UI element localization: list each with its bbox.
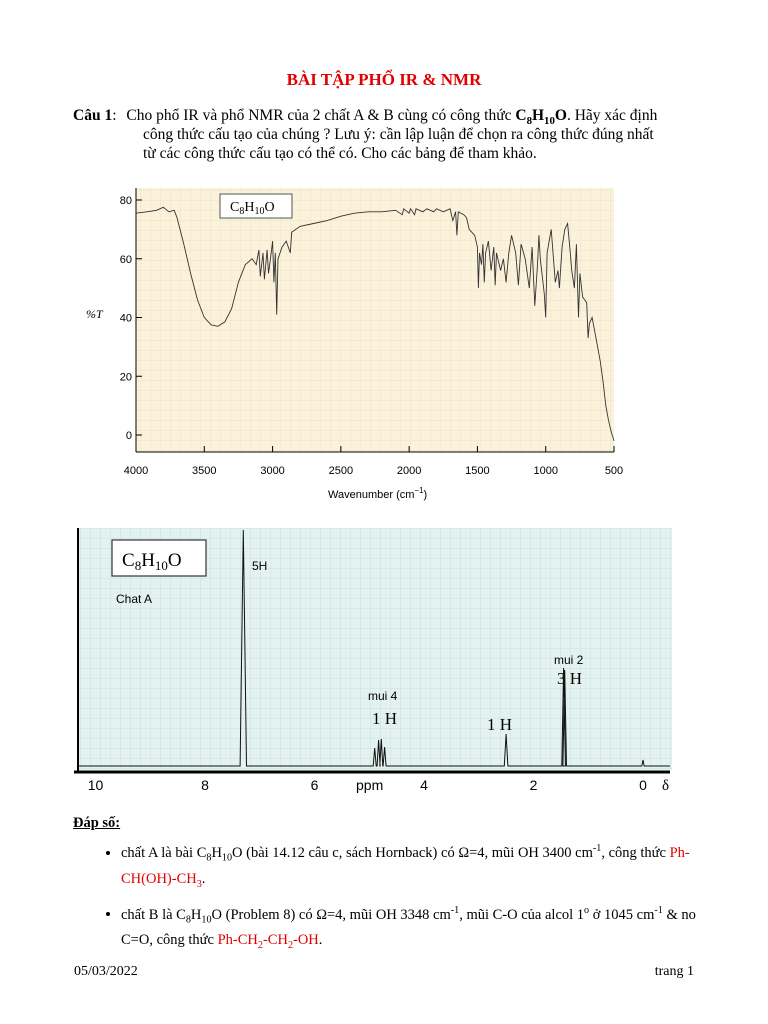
ir-x-tick-label: 2500: [328, 465, 354, 477]
nmr-x-tick-label: 0: [639, 777, 647, 793]
answers-section: [73, 813, 713, 962]
svg-text:C8H10O: $C_8H_{10}O$: [122, 550, 182, 573]
footer-page-number: trang 1: [654, 964, 694, 979]
question-after-formula: . Hãy xác định: [566, 107, 658, 124]
answer-b: • chất B là $C_8H_{10}O$ (Problem 8) có Ω=4, mũi OH 3348 $cm^{-1}$, mũi C-O của alcol 1$^o$ ở 1045 $cm^{-1}$ & no C=O, công thức $Ph-CH_2-CH_2-OH$.: [121, 901, 713, 957]
nmr-x-tick-label: 2: [529, 777, 538, 793]
nmr-sample-label: Chat A: [116, 592, 153, 606]
ir-x-tick-label: 4000: [123, 465, 149, 477]
ir-y-tick-label: 60: [119, 253, 132, 266]
peak-label-mui2: mui 2: [554, 653, 584, 667]
ir-y-tick-label: 80: [119, 195, 132, 207]
answer-a: • chất A là bài $C_8H_{10}O$ (bài 14.12 câu c, sách Hornback) có Ω=4, mũi OH 3400 $cm^{-1}$, công thức $Ph-CH(OH)-CH_3$.: [121, 839, 713, 895]
ir-y-axis-label: %T: [86, 307, 103, 321]
peak-label-1h-b: 1 H: [487, 715, 513, 734]
nmr-spectrum-chart: [70, 528, 700, 800]
question-line-3: từ các công thức cấu tạo có thể có. Cho các bảng để tham khảo.: [143, 145, 537, 162]
question-formula: $C_8H_{10}O$: [515, 107, 567, 128]
answer-a-formula: $Ph-CH(OH)-CH_3$: [121, 844, 690, 890]
nmr-x-tick-label: 8: [201, 777, 209, 793]
answer-b-formula: $Ph-CH_2-CH_2-OH$: [217, 932, 319, 952]
question-colon: :: [112, 107, 117, 124]
ir-x-tick-label: 1500: [465, 465, 490, 477]
ir-x-axis-label: Wavenumber $(cm^{-1})$: [328, 486, 428, 501]
ir-x-tick-label: 2000: [396, 465, 422, 477]
answers-list: [73, 839, 713, 956]
ir-x-tick-label: 1000: [533, 465, 558, 477]
ir-y-tick-label: 40: [119, 312, 132, 325]
peak-label-5h: 5H: [252, 559, 268, 573]
ir-formula-box: [220, 194, 292, 218]
nmr-formula-box: [112, 540, 206, 576]
nmr-x-tick-label: 4: [420, 777, 428, 793]
question-label: Câu 1: [73, 107, 113, 124]
nmr-x-tick-label: 10: [87, 777, 104, 793]
question-line-2: công thức cấu tạo của chúng ? Lưu ý: cần lập luận để chọn ra công thức đúng nhất: [143, 126, 654, 143]
footer-date: 05/03/2022: [74, 964, 138, 979]
ir-x-tick-label: 500: [604, 465, 624, 477]
peak-label-mui4: mui 4: [368, 689, 398, 703]
svg-text:C8H10O: $C_8H_{10}O$: [230, 200, 275, 217]
question-intro: Cho phổ IR và phổ NMR của 2 chất A & B cùng có công thức: [126, 107, 512, 124]
ir-spectrum-chart: [80, 180, 640, 510]
peak-label-3h: 3 H: [557, 669, 583, 688]
nmr-delta-symbol: δ: [662, 778, 670, 794]
ir-y-tick-label: 20: [119, 371, 132, 384]
page-title: BÀI TẬP PHỔ IR & NMR: [286, 70, 482, 89]
peak-label-1h-a: 1 H: [372, 709, 398, 728]
ir-x-tick-label: 3000: [260, 465, 285, 477]
ir-y-tick-label: 0: [125, 430, 132, 442]
nmr-x-axis-label: ppm: [356, 777, 384, 793]
nmr-x-tick-label: 6: [310, 777, 319, 793]
ir-x-tick-label: 3500: [192, 465, 217, 477]
answers-title: Đáp số:: [73, 815, 121, 831]
